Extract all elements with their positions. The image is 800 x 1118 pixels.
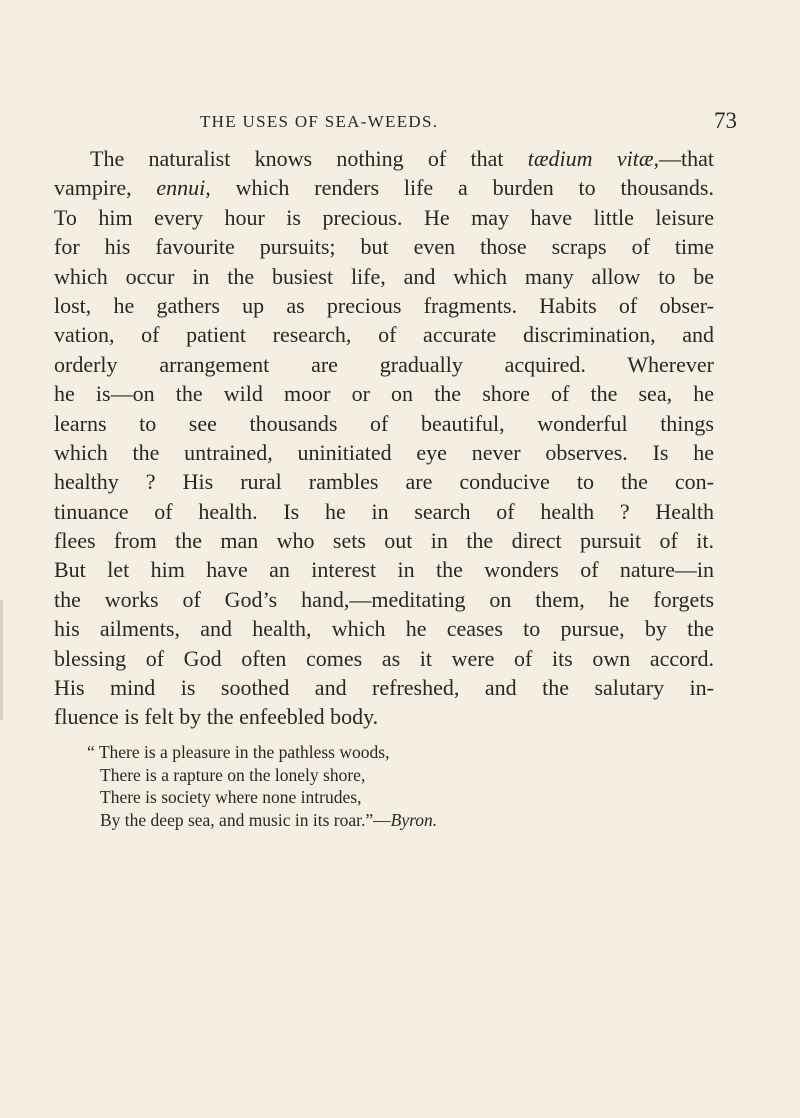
text-line: vation, of patient research, of accurate discrimination, and (54, 322, 714, 348)
verse-line: “ There is a pleasure in the pathless woods, (87, 742, 390, 762)
verse-quotation (87, 741, 437, 831)
running-head: THE USES OF SEA-WEEDS. (200, 112, 439, 131)
page-number: 73 (714, 108, 737, 133)
text-line: blessing of God often comes as it were of its own accord. (54, 645, 714, 671)
page-header (0, 108, 800, 138)
text-line: To him every hour is precious. He may have little leisure (54, 204, 714, 230)
verse-attribution: Byron. (390, 809, 438, 830)
latin-phrase: tædium vitæ, (527, 146, 659, 171)
text-line: But let him have an interest in the wonders of nature—in (54, 557, 714, 583)
text-line: His mind is soothed and refreshed, and the salutary in- (54, 675, 714, 701)
text-line: vampire, ennui, which renders life a burden to thousands. (54, 175, 714, 201)
verse-line: By the deep sea, and music in its roar.”—Byron. (100, 809, 438, 830)
verse-line: There is society where none intrudes, (100, 787, 362, 807)
text-line: which the untrained, uninitiated eye never observes. Is he (54, 439, 714, 465)
paragraph (54, 144, 714, 732)
text-line: The naturalist knows nothing of that tædium vitæ,—that (90, 146, 714, 171)
verse-line: There is a rapture on the lonely shore, (100, 764, 366, 785)
page-edge-shadow (0, 600, 3, 720)
text-line: orderly arrangement are gradually acquired. Wherever (54, 351, 714, 377)
text-line: he is—on the wild moor or on the shore of the sea, he (54, 381, 714, 407)
french-word: ennui, (156, 175, 211, 201)
text-line: for his favourite pursuits; but even those scraps of time (54, 234, 714, 260)
text-line: healthy ? His rural rambles are conducive to the con- (54, 469, 714, 495)
text-line: tinuance of health. Is he in search of health ? Health (54, 498, 714, 524)
text-line: flees from the man who sets out in the direct pursuit of it. (54, 528, 714, 554)
text-line: fluence is felt by the enfeebled body. (54, 704, 379, 730)
text-line: the works of God’s hand,—meditating on them, he forgets (54, 586, 714, 612)
text-line: his ailments, and health, which he ceases to pursue, by the (54, 616, 714, 642)
text-line: which occur in the busiest life, and which many allow to be (54, 263, 714, 289)
text-line: lost, he gathers up as precious fragments. Habits of obser- (54, 292, 714, 318)
text-line: learns to see thousands of beautiful, wonderful things (54, 410, 714, 436)
